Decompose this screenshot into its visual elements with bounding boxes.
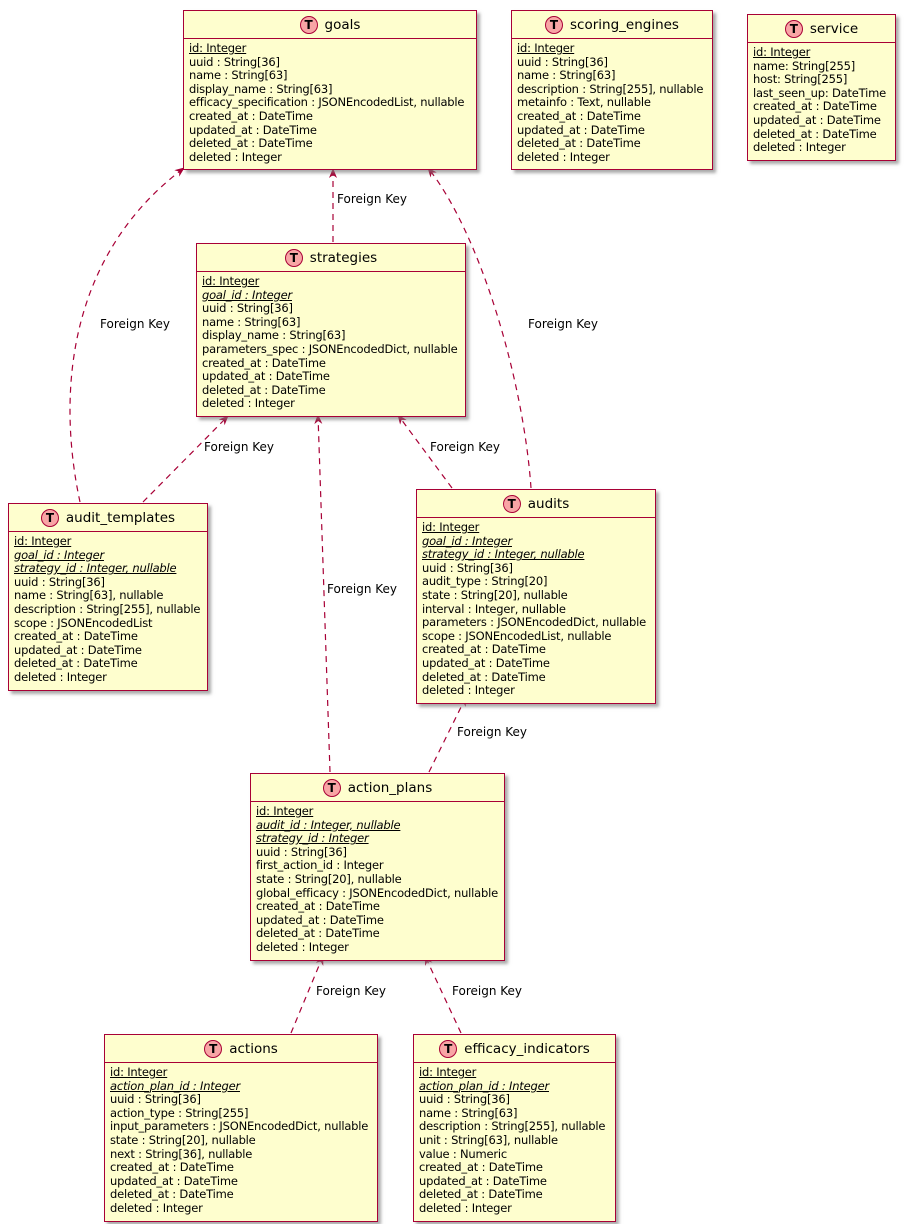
field-row: updated_at : DateTime xyxy=(419,1173,547,1188)
table-header xyxy=(414,1035,615,1063)
table-header xyxy=(417,490,655,518)
field-row: created_at : DateTime xyxy=(189,108,313,123)
field-row: uuid : String[36] xyxy=(14,574,105,589)
field-row: updated_at : DateTime xyxy=(202,369,330,384)
field-row: action_type : String[255] xyxy=(110,1105,249,1120)
field-row: deleted : Integer xyxy=(202,396,295,411)
field-row: deleted_at : DateTime xyxy=(422,669,546,684)
table-actions xyxy=(104,1034,378,1222)
field-row: last_seen_up: DateTime xyxy=(753,85,887,100)
field-row: state : String[20], nullable xyxy=(256,871,402,886)
table-icon: T xyxy=(41,509,59,527)
table-icon: T xyxy=(300,16,318,34)
field-row: parameters_spec : JSONEncodedDict, nullable xyxy=(202,341,458,356)
field-row: uuid : String[36] xyxy=(110,1092,201,1107)
field-row: uuid : String[36] xyxy=(189,54,280,69)
table-title: audit_templates xyxy=(65,509,176,526)
field-row: name : String[63] xyxy=(189,68,288,83)
relation-audit_templates-to-strategies xyxy=(143,416,228,502)
field-row: created_at : DateTime xyxy=(256,899,380,914)
table-title: efficacy_indicators xyxy=(464,1040,590,1057)
field-row: description : String[255], nullable xyxy=(14,601,201,616)
field-row: metainfo : Text, nullable xyxy=(517,95,651,110)
table-audit_templates xyxy=(8,503,208,691)
field-row: unit : String[63], nullable xyxy=(419,1132,558,1147)
table-fields xyxy=(197,272,465,416)
field-row: efficacy_specification : JSONEncodedList, nullable xyxy=(189,95,465,110)
table-fields xyxy=(184,39,476,169)
field-row: uuid : String[36] xyxy=(419,1092,510,1107)
field-row: id: Integer xyxy=(517,41,575,55)
field-row: display_name : String[63] xyxy=(189,81,333,96)
table-icon: T xyxy=(439,1040,457,1058)
table-header xyxy=(105,1035,377,1063)
field-row: id: Integer xyxy=(189,41,247,55)
field-row: deleted_at : DateTime xyxy=(110,1187,234,1202)
table-fields xyxy=(251,802,504,960)
field-row: name : String[63], nullable xyxy=(14,588,164,603)
field-row: id: Integer xyxy=(110,1065,168,1079)
field-row: display_name : String[63] xyxy=(202,328,346,343)
table-title: action_plans xyxy=(347,779,433,796)
field-row: updated_at : DateTime xyxy=(14,642,142,657)
field-row: uuid : String[36] xyxy=(422,560,513,575)
field-row: audit_type : String[20] xyxy=(422,574,548,589)
field-row: id: Integer xyxy=(422,520,480,534)
table-fields xyxy=(748,43,895,160)
field-row: action_plan_id : Integer xyxy=(110,1078,240,1093)
table-icon: T xyxy=(503,495,521,513)
field-row: updated_at : DateTime xyxy=(517,122,645,137)
field-row: deleted_at : DateTime xyxy=(256,926,380,941)
field-row: name : String[63] xyxy=(517,68,616,83)
field-row: uuid : String[36] xyxy=(256,844,347,859)
table-action_plans xyxy=(250,773,505,961)
field-row: uuid : String[36] xyxy=(202,301,293,316)
field-row: created_at : DateTime xyxy=(14,629,138,644)
table-header xyxy=(197,244,465,272)
field-row: deleted_at : DateTime xyxy=(753,126,877,141)
field-row: parameters : JSONEncodedDict, nullable xyxy=(422,615,647,630)
field-row: strategy_id : Integer, nullable xyxy=(422,547,585,562)
field-row: deleted_at : DateTime xyxy=(202,382,326,397)
table-efficacy_indicators xyxy=(413,1034,616,1222)
field-row: audit_id : Integer, nullable xyxy=(256,817,401,832)
table-fields xyxy=(9,532,207,690)
relation-audit_templates-to-goals xyxy=(70,168,184,502)
field-row: id: Integer xyxy=(14,534,72,548)
field-row: interval : Integer, nullable xyxy=(422,601,566,616)
field-row: state : String[20], nullable xyxy=(110,1132,256,1147)
table-service xyxy=(747,14,896,161)
field-row: uuid : String[36] xyxy=(517,54,608,69)
field-row: deleted : Integer xyxy=(189,149,282,164)
table-icon: T xyxy=(204,1040,222,1058)
foreign-key-label: Foreign Key xyxy=(327,582,397,596)
field-row: id: Integer xyxy=(202,274,260,288)
table-fields xyxy=(512,39,712,169)
field-row: deleted : Integer xyxy=(14,669,107,684)
field-row: deleted : Integer xyxy=(110,1200,203,1215)
table-strategies xyxy=(196,243,466,417)
field-row: deleted_at : DateTime xyxy=(14,656,138,671)
foreign-key-label: Foreign Key xyxy=(528,317,598,331)
field-row: name: String[255] xyxy=(753,58,855,73)
field-row: deleted : Integer xyxy=(419,1200,512,1215)
field-row: updated_at : DateTime xyxy=(753,112,881,127)
field-row: strategy_id : Integer, nullable xyxy=(14,561,177,576)
table-scoring_engines xyxy=(511,10,713,170)
field-row: updated_at : DateTime xyxy=(110,1173,238,1188)
field-row: next : String[36], nullable xyxy=(110,1146,253,1161)
field-row: global_efficacy : JSONEncodedDict, nullable xyxy=(256,885,498,900)
field-row: created_at : DateTime xyxy=(753,99,877,114)
field-row: updated_at : DateTime xyxy=(422,655,550,670)
table-title: strategies xyxy=(309,249,378,266)
table-title: scoring_engines xyxy=(570,16,679,33)
table-icon: T xyxy=(323,779,341,797)
field-row: created_at : DateTime xyxy=(110,1160,234,1175)
field-row: state : String[20], nullable xyxy=(422,587,568,602)
field-row: deleted_at : DateTime xyxy=(419,1187,543,1202)
field-row: id: Integer xyxy=(256,804,314,818)
foreign-key-label: Foreign Key xyxy=(337,192,407,206)
field-row: first_action_id : Integer xyxy=(256,858,384,873)
field-row: value : Numeric xyxy=(419,1146,508,1161)
table-title: actions xyxy=(229,1040,278,1057)
table-icon: T xyxy=(785,20,803,38)
field-row: deleted : Integer xyxy=(517,149,610,164)
field-row: scope : JSONEncodedList xyxy=(14,615,153,630)
field-row: name : String[63] xyxy=(202,314,301,329)
field-row: created_at : DateTime xyxy=(422,642,546,657)
field-row: description : String[255], nullable xyxy=(419,1119,606,1134)
field-row: scope : JSONEncodedList, nullable xyxy=(422,628,612,643)
field-row: created_at : DateTime xyxy=(419,1160,543,1175)
field-row: goal_id : Integer xyxy=(14,547,104,562)
field-row: input_parameters : JSONEncodedDict, nullable xyxy=(110,1119,369,1134)
field-row: created_at : DateTime xyxy=(202,355,326,370)
table-title: audits xyxy=(527,495,570,512)
table-audits xyxy=(416,489,656,704)
field-row: description : String[255], nullable xyxy=(517,81,704,96)
foreign-key-label: Foreign Key xyxy=(204,440,274,454)
table-title: service xyxy=(809,20,859,37)
table-icon: T xyxy=(285,249,303,267)
foreign-key-label: Foreign Key xyxy=(430,440,500,454)
table-header xyxy=(9,504,207,532)
field-row: id: Integer xyxy=(419,1065,477,1079)
field-row: goal_id : Integer xyxy=(422,533,512,548)
table-fields xyxy=(417,518,655,703)
field-row: deleted_at : DateTime xyxy=(517,136,641,151)
table-header xyxy=(251,774,504,802)
table-goals xyxy=(183,10,477,170)
field-row: host: String[255] xyxy=(753,72,848,87)
foreign-key-label: Foreign Key xyxy=(452,984,522,998)
foreign-key-label: Foreign Key xyxy=(457,725,527,739)
field-row: updated_at : DateTime xyxy=(189,122,317,137)
field-row: deleted_at : DateTime xyxy=(189,136,313,151)
table-header xyxy=(748,15,895,43)
field-row: strategy_id : Integer xyxy=(256,831,369,846)
field-row: updated_at : DateTime xyxy=(256,912,384,927)
foreign-key-label: Foreign Key xyxy=(316,984,386,998)
table-header xyxy=(512,11,712,39)
field-row: created_at : DateTime xyxy=(517,108,641,123)
field-row: id: Integer xyxy=(753,45,811,59)
field-row: name : String[63] xyxy=(419,1105,518,1120)
table-title: goals xyxy=(324,16,361,33)
table-header xyxy=(184,11,476,39)
field-row: deleted : Integer xyxy=(256,939,349,954)
field-row: deleted : Integer xyxy=(422,683,515,698)
foreign-key-label: Foreign Key xyxy=(100,317,170,331)
table-fields xyxy=(105,1063,377,1221)
field-row: deleted : Integer xyxy=(753,140,846,155)
field-row: action_plan_id : Integer xyxy=(419,1078,549,1093)
table-fields xyxy=(414,1063,615,1221)
table-icon: T xyxy=(545,16,563,34)
field-row: goal_id : Integer xyxy=(202,287,292,302)
